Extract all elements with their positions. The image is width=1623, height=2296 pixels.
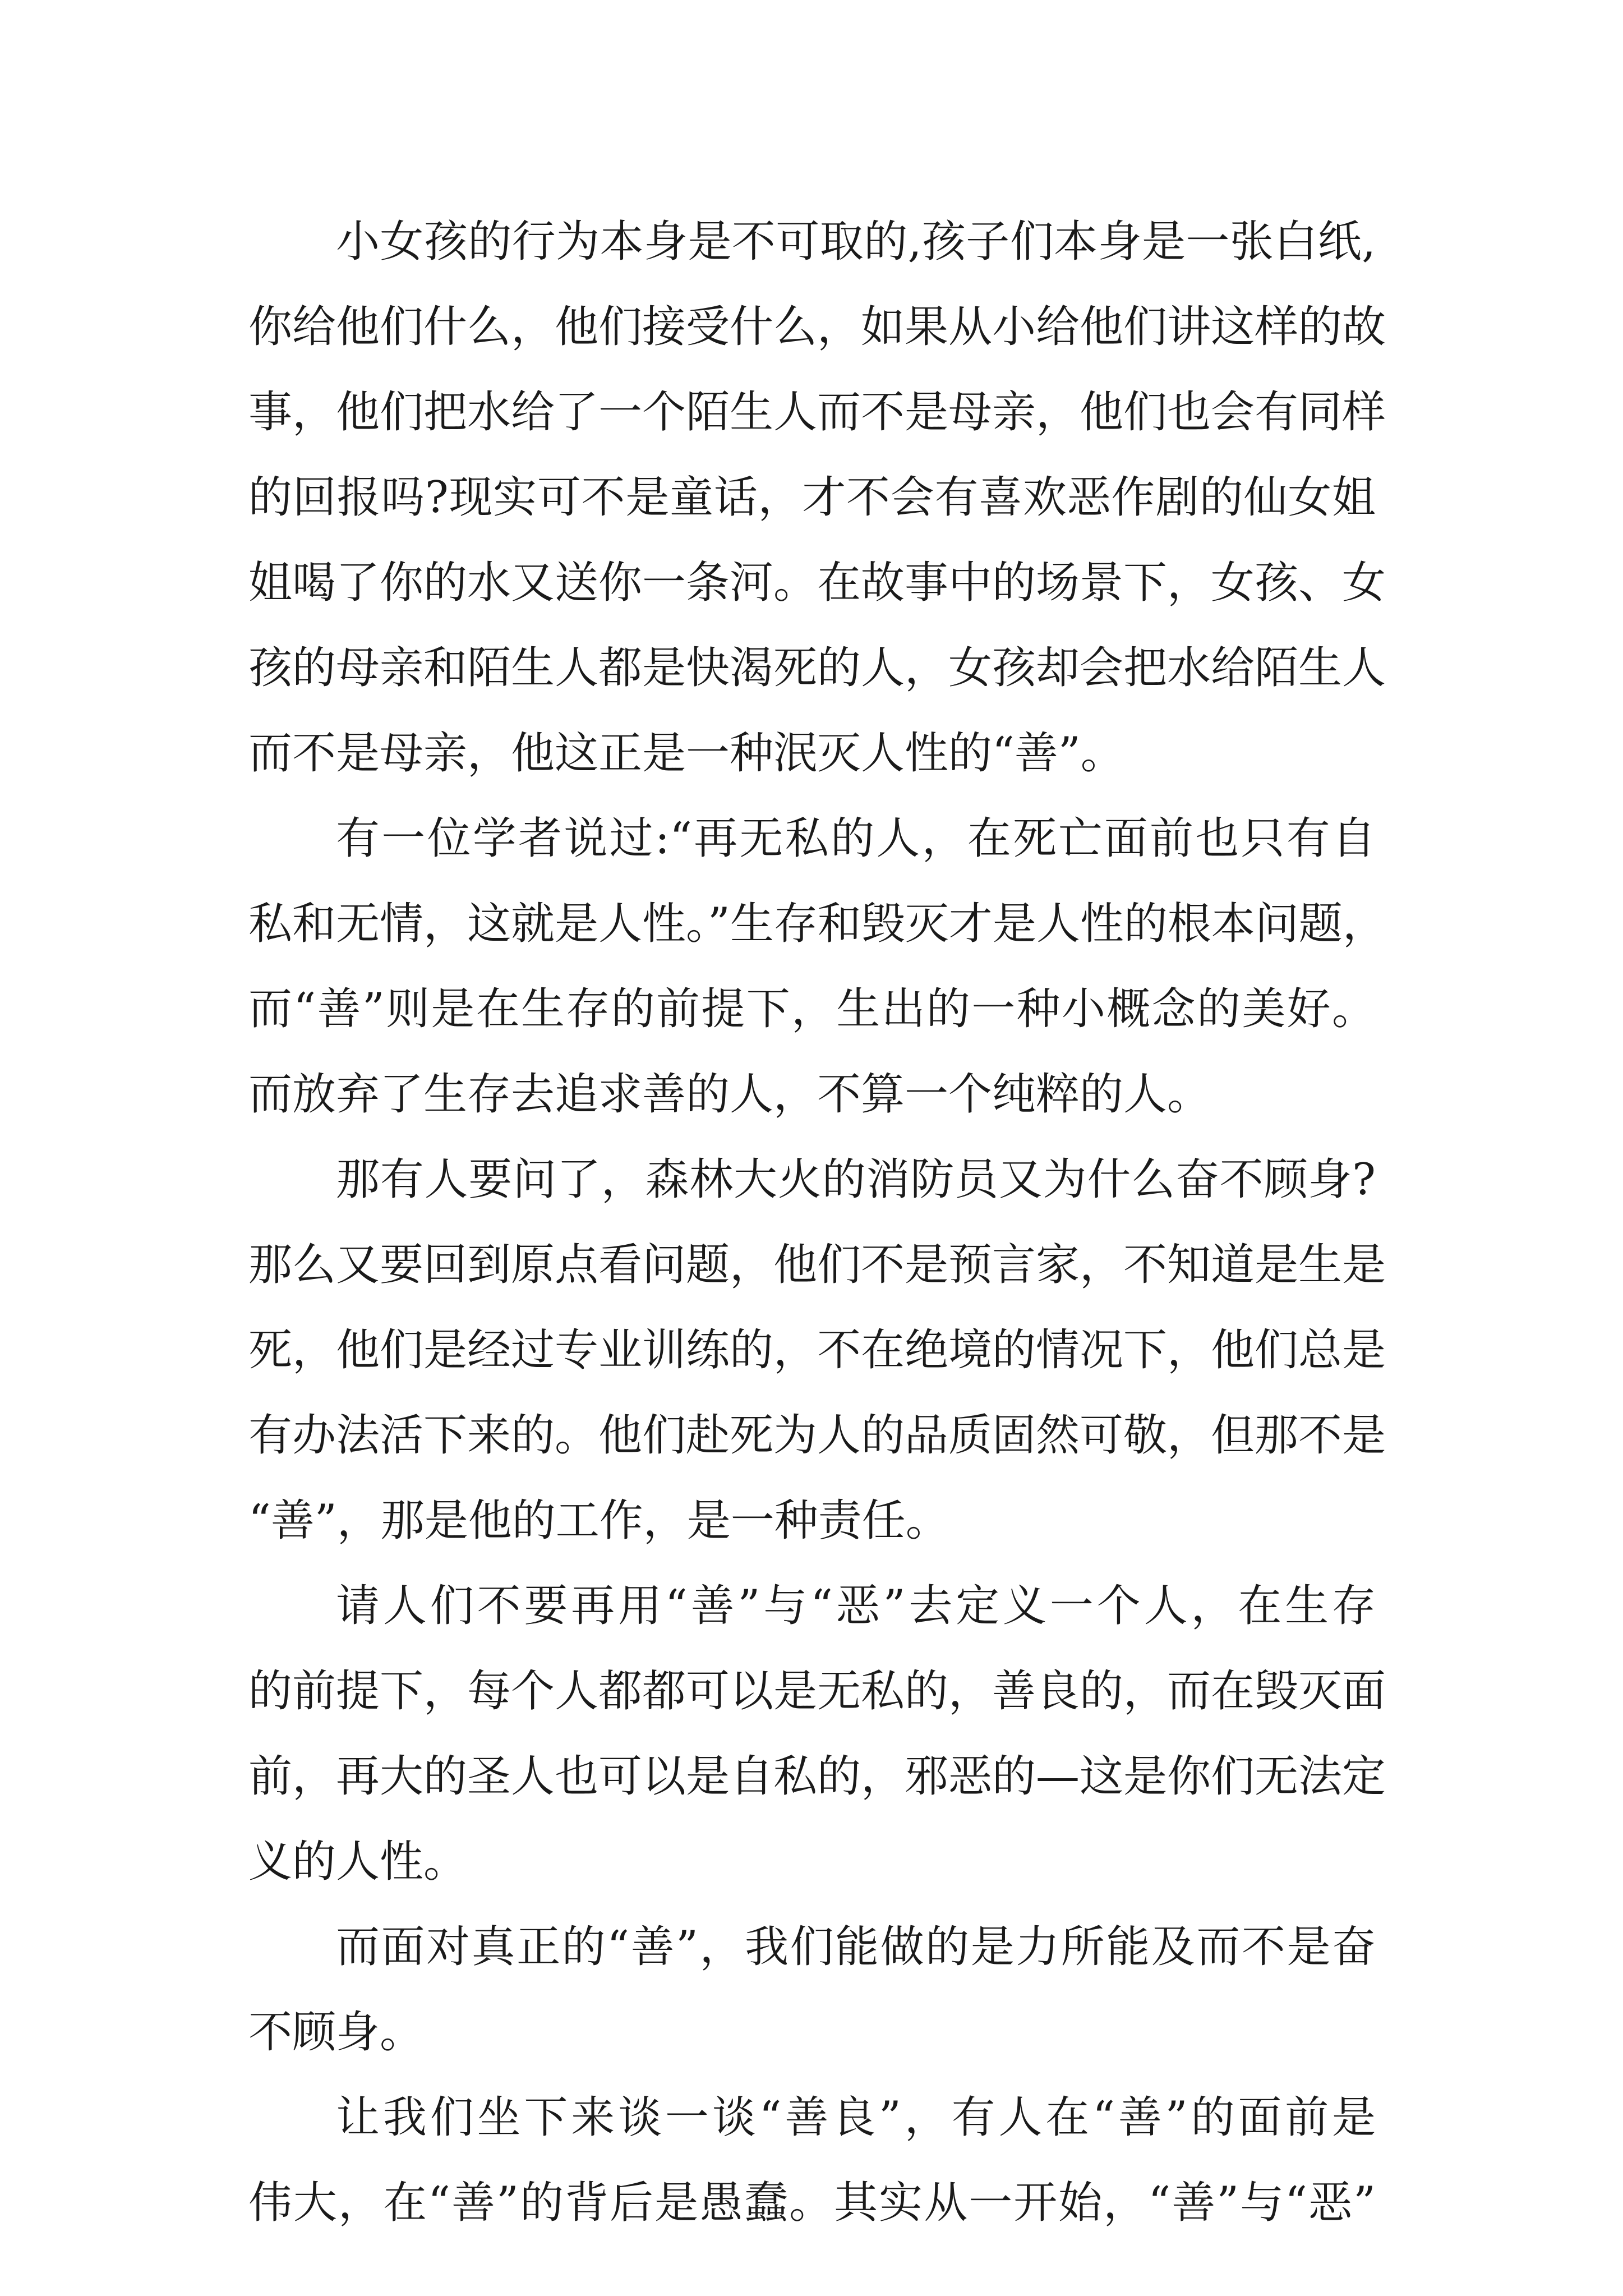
text-line: 死，他们是经过专业训练的，不在绝境的情况下，他们总是 xyxy=(248,1325,1386,1375)
text-line: 那么又要回到原点看问题，他们不是预言家，不知道是生是 xyxy=(248,1240,1386,1290)
text-line: 前，再大的圣人也可以是自私的，邪恶的—这是你们无法定 xyxy=(248,1751,1386,1802)
text-line: 的回报吗?现实可不是童话，才不会有喜欢恶作剧的仙女姐 xyxy=(248,472,1376,523)
paragraph xyxy=(248,812,1386,1121)
text-line: 姐喝了你的水又送你一条河。在故事中的场景下，女孩、女 xyxy=(248,558,1386,608)
text-line: 有一位学者说过:“再无私的人，在死亡面前也只有自 xyxy=(336,813,1376,864)
paragraph xyxy=(248,1153,1386,1548)
text-line: 小女孩的行为本身是不可取的,孩子们本身是一张白纸, xyxy=(336,217,1376,267)
text-line: 而面对真正的“善”，我们能做的是力所能及而不是奋 xyxy=(336,1922,1376,1972)
text-line: “善”，那是他的工作，是一种责任。 xyxy=(248,1496,949,1546)
text-line: 而放弃了生存去追求善的人，不算一个纯粹的人。 xyxy=(248,1069,1211,1120)
text-line: 让我们坐下来谈一谈“善良”，有人在“善”的面前是 xyxy=(336,2092,1376,2143)
text-line: 孩的母亲和陌生人都是快渴死的人，女孩却会把水给陌生人 xyxy=(248,643,1386,693)
text-line: 有办法活下来的。他们赴死为人的品质固然可敬，但那不是 xyxy=(248,1410,1386,1461)
text-line: 的前提下，每个人都都可以是无私的，善良的，而在毁灭面 xyxy=(248,1666,1386,1717)
paragraph xyxy=(248,1579,1386,1889)
text-line: 而“善”则是在生存的前提下，生出的一种小概念的美好。 xyxy=(248,984,1376,1034)
paragraph xyxy=(248,1920,1376,2059)
text-line: 义的人性。 xyxy=(248,1837,468,1887)
document-body xyxy=(248,215,1386,2261)
text-line: 不顾身。 xyxy=(248,2007,424,2058)
text-line: 事，他们把水给了一个陌生人而不是母亲，他们也会有同样 xyxy=(248,387,1386,438)
text-line: 请人们不要再用“善”与“恶”去定义一个人，在生存 xyxy=(336,1581,1376,1631)
text-line: 私和无情，这就是人性。”生存和毁灭才是人性的根本问题， xyxy=(248,899,1386,949)
text-line: 伟大，在“善”的背后是愚蠢。其实从一开始，“善”与“恶” xyxy=(248,2178,1376,2228)
text-line: 那有人要问了，森林大火的消防员又为什么奋不顾身? xyxy=(336,1154,1376,1205)
text-line: 你给他们什么，他们接受什么，如果从小给他们讲这样的故 xyxy=(248,302,1386,352)
text-line: 而不是母亲，他这正是一种泯灭人性的“善”。 xyxy=(248,728,1124,779)
paragraph xyxy=(248,215,1386,780)
paragraph xyxy=(248,2091,1376,2230)
